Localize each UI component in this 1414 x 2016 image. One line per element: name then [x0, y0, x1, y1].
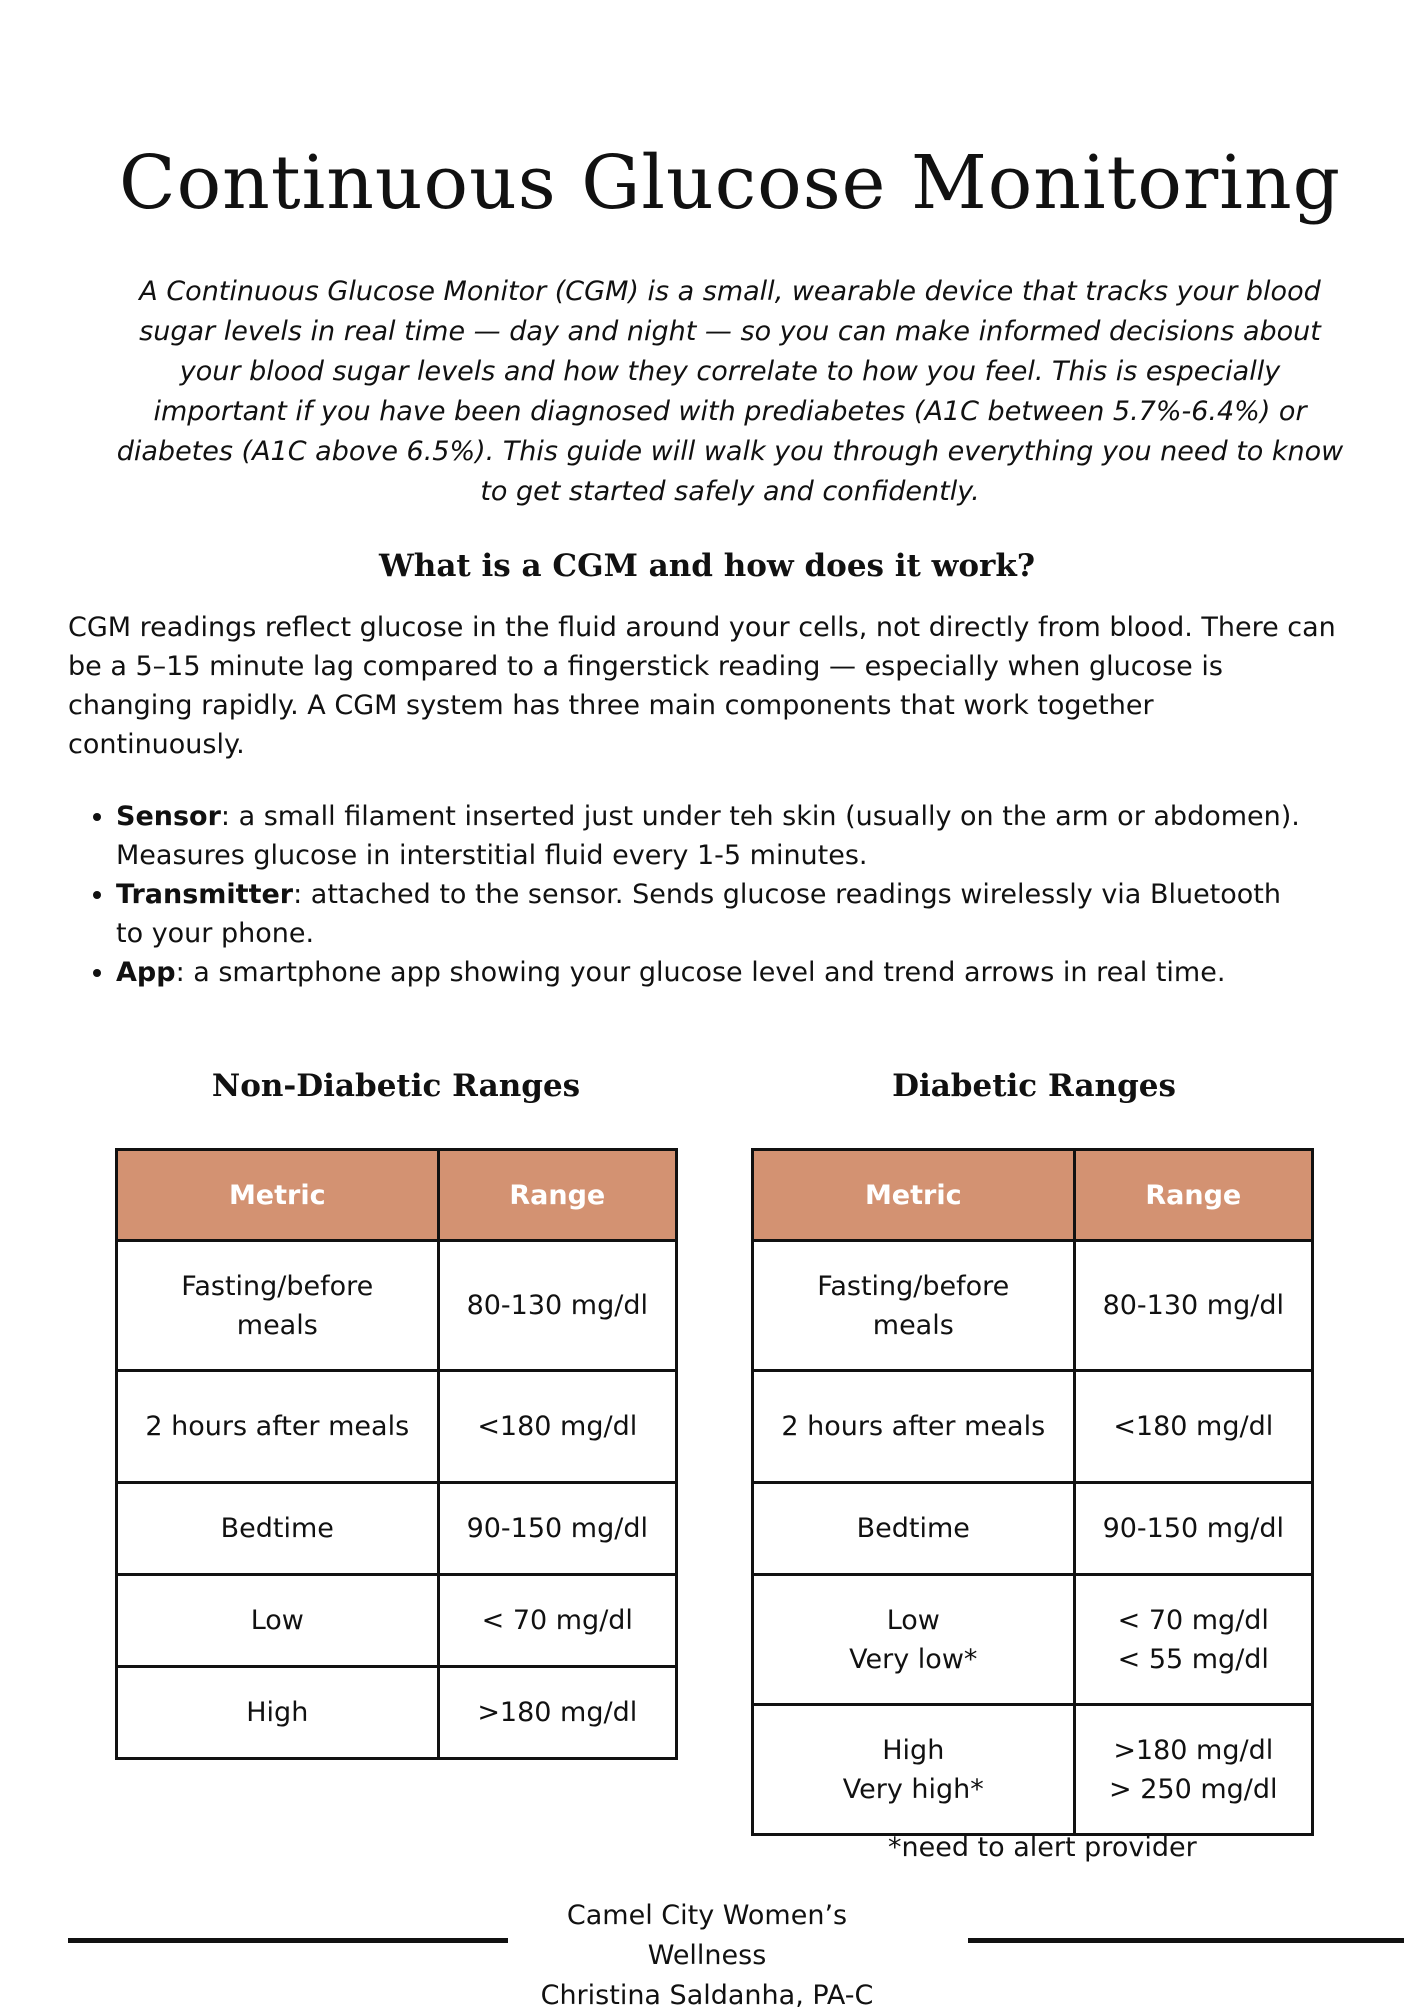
footer — [507, 1896, 907, 2016]
list-item-text: : attached to the sensor. Sends glucose readings wirelessly via Bluetooth to your phone. — [116, 879, 1282, 949]
list-item-term: Sensor — [116, 801, 221, 832]
non-diabetic-table — [115, 1148, 678, 1760]
range-cell: 90-150 mg/dl — [438, 1483, 676, 1575]
range-cell: 80-130 mg/dl — [1074, 1241, 1312, 1371]
range-cell: 80-130 mg/dl — [438, 1241, 676, 1371]
table-row — [117, 1483, 677, 1575]
range-cell: 90-150 mg/dl — [1074, 1483, 1312, 1575]
footer-divider-left — [68, 1938, 508, 1943]
table-row — [753, 1241, 1313, 1371]
table-header-row — [753, 1150, 1313, 1241]
metric-cell: Fasting/before meals — [117, 1241, 439, 1371]
list-item-sensor — [116, 797, 1316, 875]
table-row — [753, 1575, 1313, 1705]
range-cell: < 70 mg/dl < 55 mg/dl — [1074, 1575, 1312, 1705]
metric-cell: Bedtime — [753, 1483, 1075, 1575]
range-cell: <180 mg/dl — [1074, 1371, 1312, 1483]
diabetic-table — [751, 1148, 1314, 1836]
table-row — [753, 1705, 1313, 1835]
section-heading: What is a CGM and how does it work? — [378, 548, 1036, 584]
list-item-text: : a small filament inserted just under teh skin (usually on the arm or abdomen). Measures glucose in interstitial fluid every 1-5 minutes. — [116, 801, 1300, 871]
list-item-text: : a smartphone app showing your glucose level and trend arrows in real time. — [175, 957, 1226, 988]
components-list — [68, 797, 1316, 992]
non-diabetic-title: Non-Diabetic Ranges — [211, 1068, 581, 1104]
column-header-range: Range — [438, 1150, 676, 1241]
metric-cell: High — [117, 1667, 439, 1759]
page-title: Continuous Glucose Monitoring — [119, 140, 1341, 226]
metric-cell: Low Very low* — [753, 1575, 1075, 1705]
table-row — [753, 1483, 1313, 1575]
footnote: *need to alert provider — [888, 1832, 1197, 1863]
list-item-term: Transmitter — [116, 879, 294, 910]
footer-practice-name: Camel City Women’s Wellness — [566, 1900, 848, 1971]
table-row — [117, 1575, 677, 1667]
list-item-term: App — [116, 957, 176, 988]
metric-cell: Fasting/before meals — [753, 1241, 1075, 1371]
body-paragraph: CGM readings reflect glucose in the fluid around your cells, not directly from blood. There can be a 5–15 minute lag compared to a fingerstick reading — especially when glucose is changing rapidly. A CGM system has three main components that work together continuously. — [68, 612, 1336, 760]
footer-provider-name: Christina Saldanha, PA-C — [540, 1980, 874, 2011]
range-cell: < 70 mg/dl — [438, 1575, 676, 1667]
table-row — [117, 1667, 677, 1759]
range-cell: >180 mg/dl > 250 mg/dl — [1074, 1705, 1312, 1835]
metric-cell: 2 hours after meals — [117, 1371, 439, 1483]
list-item-transmitter — [116, 875, 1316, 953]
intro-paragraph: A Continuous Glucose Monitor (CGM) is a small, wearable device that tracks your blood sugar levels in real time — day and night — so you can make informed decisions about your blood sugar levels and how they correlate to how you feel. This is especially important if you have been diagnosed with prediabetes (A1C between 5.7%-6.4%) or diabetes (A1C above 6.5%). This guide will walk you through everything you need to know to get started safely and confidently. — [116, 276, 1344, 507]
metric-cell: 2 hours after meals — [753, 1371, 1075, 1483]
range-cell: >180 mg/dl — [438, 1667, 676, 1759]
list-item-app — [116, 953, 1316, 992]
column-header-metric: Metric — [753, 1150, 1075, 1241]
column-header-metric: Metric — [117, 1150, 439, 1241]
metric-cell: Bedtime — [117, 1483, 439, 1575]
table-row — [753, 1371, 1313, 1483]
column-header-range: Range — [1074, 1150, 1312, 1241]
footer-divider-right — [968, 1938, 1404, 1943]
table-row — [117, 1371, 677, 1483]
metric-cell: Low — [117, 1575, 439, 1667]
range-cell: <180 mg/dl — [438, 1371, 676, 1483]
table-row — [117, 1241, 677, 1371]
diabetic-title: Diabetic Ranges — [892, 1068, 1176, 1104]
table-header-row — [117, 1150, 677, 1241]
metric-cell: High Very high* — [753, 1705, 1075, 1835]
